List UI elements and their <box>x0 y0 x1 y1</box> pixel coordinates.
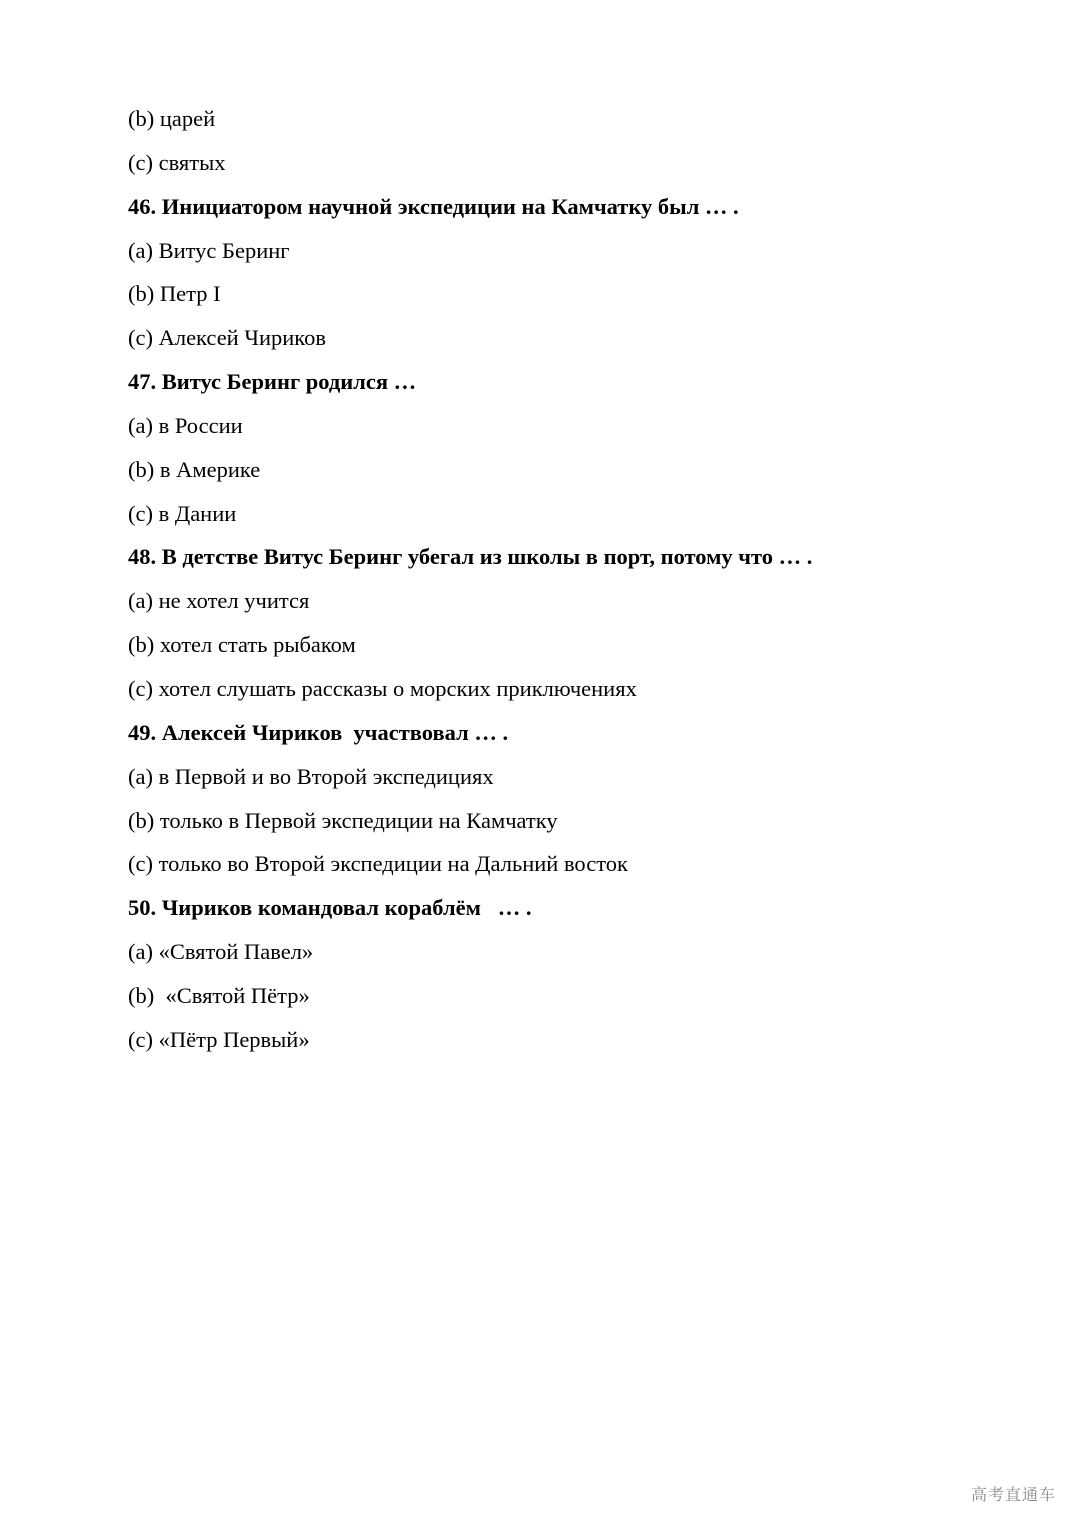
option-46-b: (b) Петр I <box>128 281 221 307</box>
option-48-c: (c) хотел слушать рассказы о морских приключениях <box>128 675 637 701</box>
question-50: 50. Чириков командовал кораблём … . <box>128 895 532 921</box>
option-47-c: (c) в Дании <box>128 500 237 526</box>
option-45-c: (c) святых <box>128 149 226 175</box>
question-49: 49. Алексей Чириков участвовал … . <box>128 719 509 745</box>
option-46-c: (c) Алексей Чириков <box>128 325 326 351</box>
option-49-b: (b) только в Первой экспедиции на Камчатку <box>128 807 558 833</box>
question-46: 46. Инициатором научной экспедиции на Камчатку был … . <box>128 193 739 219</box>
option-45-b: (b) царей <box>128 106 216 131</box>
option-50-c: (c) «Пётр Первый» <box>128 1026 310 1052</box>
watermark-text: 高考直通车 <box>970 1485 1056 1504</box>
option-49-a: (a) в Первой и во Второй экспедициях <box>128 763 494 789</box>
option-46-a: (a) Витус Беринг <box>128 237 290 263</box>
option-48-a: (a) не хотел учится <box>128 588 310 614</box>
option-50-a: (a) «Святой Павел» <box>128 939 314 965</box>
question-47: 47. Витус Беринг родился … <box>128 369 417 395</box>
option-49-c: (c) только во Второй экспедиции на Дальний восток <box>128 851 628 877</box>
option-48-b: (b) хотел стать рыбаком <box>128 632 356 658</box>
option-47-a: (a) в России <box>128 412 243 438</box>
option-50-b: (b) «Святой Пётр» <box>128 982 310 1008</box>
document-body <box>128 101 1028 1066</box>
option-47-b: (b) в Америке <box>128 456 261 482</box>
question-48: 48. В детстве Витус Беринг убегал из школы в порт, потому что … . <box>128 544 813 570</box>
